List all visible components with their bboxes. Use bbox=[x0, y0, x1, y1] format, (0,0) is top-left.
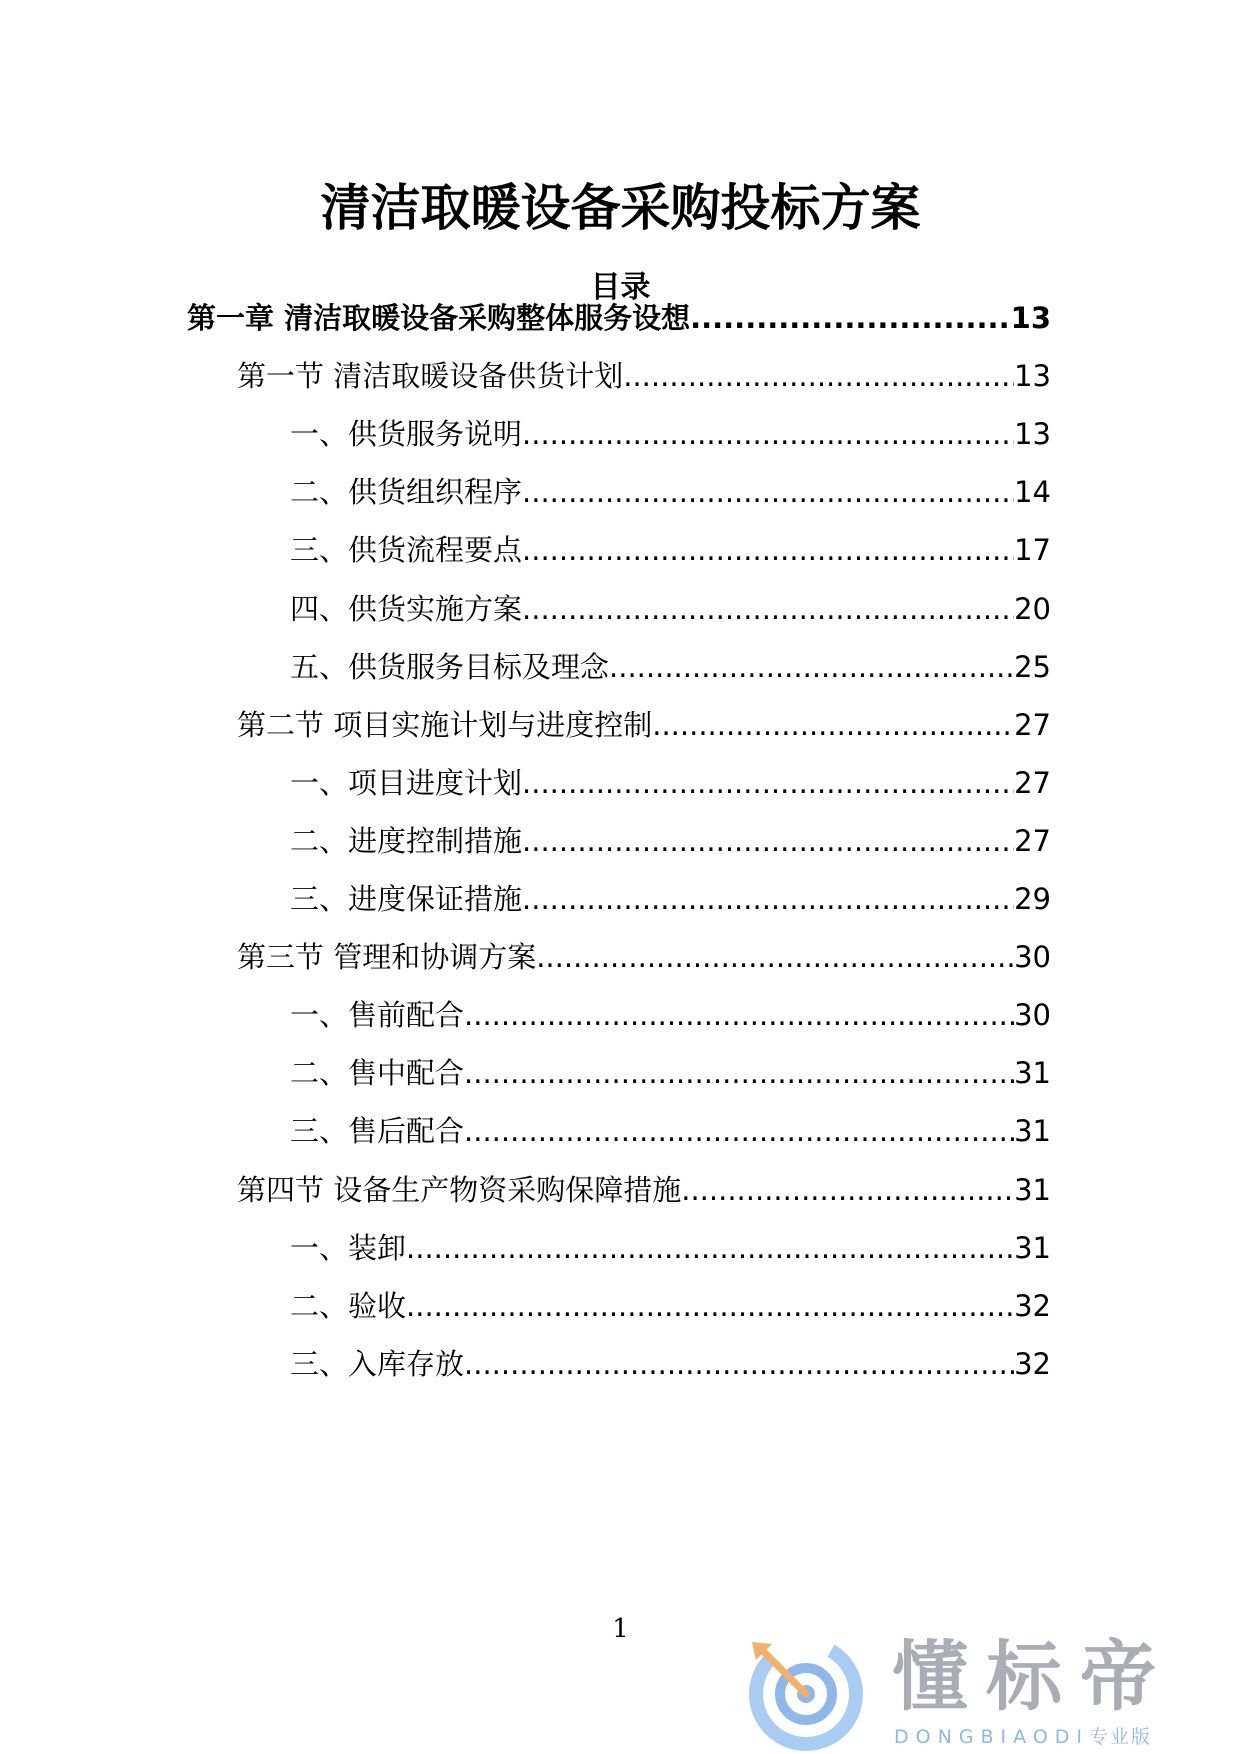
toc-entry-page: 25 bbox=[1014, 650, 1051, 684]
toc-entry[interactable] bbox=[290, 1109, 1051, 1151]
toc-entry-title: 五、供货服务目标及理念 bbox=[290, 650, 610, 684]
toc-entry[interactable] bbox=[290, 993, 1051, 1035]
toc-entry-page: 13 bbox=[1014, 359, 1051, 393]
toc-entry[interactable] bbox=[237, 935, 1051, 977]
toc-leader-dots bbox=[652, 705, 1014, 745]
toc-entry-title: 二、进度控制措施 bbox=[290, 824, 523, 858]
toc-leader-dots bbox=[690, 298, 1011, 338]
toc-entry-title: 二、售中配合 bbox=[290, 1056, 465, 1090]
toc-entry-title: 一、售前配合 bbox=[290, 998, 465, 1032]
toc-entry-title: 第四节 设备生产物资采购保障措施 bbox=[237, 1173, 682, 1207]
toc-leader-dots bbox=[464, 995, 1014, 1035]
toc-entry[interactable] bbox=[290, 528, 1051, 570]
toc-entry[interactable] bbox=[290, 587, 1051, 629]
toc-entry-page: 31 bbox=[1014, 1231, 1051, 1265]
toc-leader-dots bbox=[464, 1344, 1014, 1384]
toc-entry-page: 27 bbox=[1014, 824, 1051, 858]
toc-entry[interactable] bbox=[290, 412, 1051, 454]
toc-entry-page: 13 bbox=[1014, 417, 1051, 451]
target-arrow-icon bbox=[742, 1630, 892, 1754]
watermark bbox=[742, 1630, 1222, 1750]
toc-entry[interactable] bbox=[187, 296, 1051, 338]
toc-entry-title: 二、验收 bbox=[290, 1289, 407, 1323]
toc-entry[interactable] bbox=[290, 819, 1051, 861]
toc-entry-page: 27 bbox=[1014, 708, 1051, 742]
toc-entry-title: 第三节 管理和协调方案 bbox=[237, 940, 537, 974]
toc-leader-dots bbox=[522, 414, 1014, 454]
toc-entry-page: 32 bbox=[1014, 1289, 1051, 1323]
toc-entry-title: 三、进度保证措施 bbox=[290, 882, 523, 916]
toc-entry[interactable] bbox=[290, 645, 1051, 687]
toc-entry-title: 第二节 项目实施计划与进度控制 bbox=[237, 708, 653, 742]
toc-entry-title: 第一章 清洁取暖设备采购整体服务设想 bbox=[187, 301, 691, 335]
toc-leader-dots bbox=[522, 589, 1014, 629]
toc-entry[interactable] bbox=[290, 470, 1051, 512]
toc-entry-title: 一、项目进度计划 bbox=[290, 766, 523, 800]
toc-entry-title: 二、供货组织程序 bbox=[290, 475, 523, 509]
toc-leader-dots bbox=[406, 1286, 1014, 1326]
toc-leader-dots bbox=[464, 1053, 1014, 1093]
watermark-latin-text: DONGBIAODI bbox=[894, 1726, 1090, 1748]
toc-entry[interactable] bbox=[290, 1342, 1051, 1384]
toc-entry-page: 32 bbox=[1014, 1347, 1051, 1381]
toc-entry-page: 31 bbox=[1014, 1056, 1051, 1090]
watermark-brand: 懂标帝 bbox=[892, 1632, 1174, 1721]
toc-heading: 目录 bbox=[590, 270, 651, 305]
toc-leader-dots bbox=[623, 356, 1014, 396]
toc-entry-title: 四、供货实施方案 bbox=[290, 592, 523, 626]
toc-entry-title: 三、售后配合 bbox=[290, 1114, 465, 1148]
toc-entry[interactable] bbox=[237, 354, 1051, 396]
toc-entry-page: 13 bbox=[1010, 301, 1051, 335]
toc-entry[interactable] bbox=[290, 1051, 1051, 1093]
toc-entry[interactable] bbox=[237, 1168, 1051, 1210]
toc-entry-page: 31 bbox=[1014, 1173, 1051, 1207]
page-number: 1 bbox=[612, 1614, 629, 1644]
toc-entry-title: 三、入库存放 bbox=[290, 1347, 465, 1381]
toc-leader-dots bbox=[522, 879, 1014, 919]
toc-leader-dots bbox=[406, 1228, 1014, 1268]
toc-entry-title: 第一节 清洁取暖设备供货计划 bbox=[237, 359, 624, 393]
toc-entry[interactable] bbox=[290, 1284, 1051, 1326]
toc-entry-title: 一、供货服务说明 bbox=[290, 417, 523, 451]
toc-entry[interactable] bbox=[290, 761, 1051, 803]
toc-entry-title: 一、装卸 bbox=[290, 1231, 407, 1265]
toc-leader-dots bbox=[522, 472, 1014, 512]
toc-entry-page: 14 bbox=[1014, 475, 1051, 509]
toc-entry-page: 20 bbox=[1014, 592, 1051, 626]
toc-entry-page: 31 bbox=[1014, 1114, 1051, 1148]
toc-leader-dots bbox=[522, 821, 1014, 861]
toc-entry-page: 30 bbox=[1014, 940, 1051, 974]
toc-leader-dots bbox=[464, 1111, 1014, 1151]
toc-entry[interactable] bbox=[290, 877, 1051, 919]
toc-entry-page: 29 bbox=[1014, 882, 1051, 916]
toc-entry[interactable] bbox=[237, 703, 1051, 745]
toc-leader-dots bbox=[609, 647, 1014, 687]
toc-entry-page: 30 bbox=[1014, 998, 1051, 1032]
toc-leader-dots bbox=[522, 763, 1014, 803]
watermark-tag: 专业版 bbox=[1089, 1726, 1153, 1748]
toc-leader-dots bbox=[522, 530, 1014, 570]
page-title: 清洁取暖设备采购投标方案 bbox=[320, 179, 921, 237]
toc-entry-title: 三、供货流程要点 bbox=[290, 533, 523, 567]
toc-entry-page: 17 bbox=[1014, 533, 1051, 567]
toc-leader-dots bbox=[681, 1170, 1014, 1210]
toc-leader-dots bbox=[536, 937, 1014, 977]
toc-entry-page: 27 bbox=[1014, 766, 1051, 800]
toc-entry[interactable] bbox=[290, 1226, 1051, 1268]
watermark-latin bbox=[894, 1726, 1152, 1748]
